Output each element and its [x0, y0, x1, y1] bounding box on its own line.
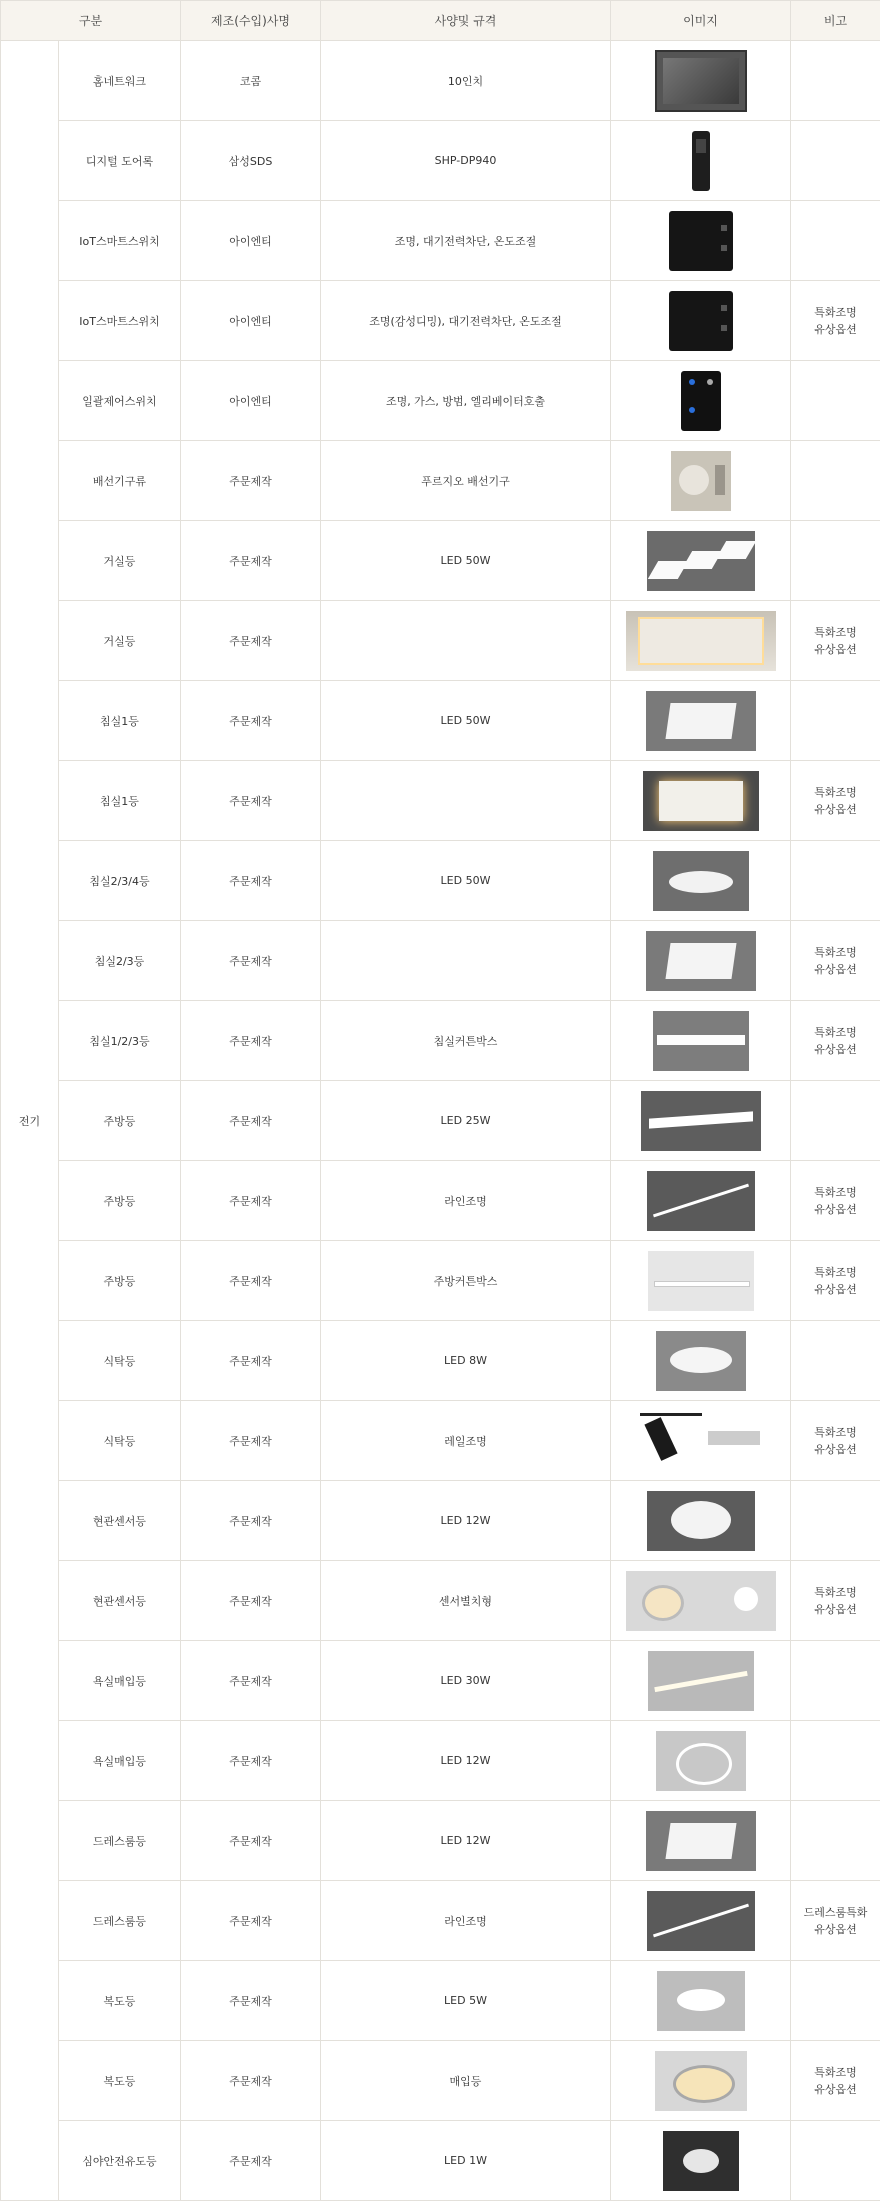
row-note: [791, 1001, 880, 1081]
row-note: [791, 681, 880, 761]
row-image: [611, 1161, 791, 1241]
switch-icon: [669, 234, 733, 247]
row-note: [791, 1721, 880, 1801]
row-maker: 주문제작: [181, 1961, 321, 2041]
note-line-1: 특화조명: [814, 306, 857, 319]
row-maker: 주문제작: [181, 1881, 321, 1961]
row-maker: 주문제작: [181, 1241, 321, 1321]
row-maker: 코콤: [181, 41, 321, 121]
row-image: [611, 1401, 791, 1481]
row-maker: 주문제작: [181, 1401, 321, 1481]
recessed-bar-light-icon: [648, 1674, 754, 1687]
table-row: [1, 601, 880, 681]
row-name: 거실등: [59, 601, 181, 681]
row-note: [791, 361, 880, 441]
note-line-1: 특화조명: [814, 1266, 857, 1279]
row-note: [791, 1641, 880, 1721]
header-category: 구분: [1, 1, 181, 41]
table-header-row: [1, 1, 880, 41]
row-maker: 주문제작: [181, 601, 321, 681]
row-image: [611, 1001, 791, 1081]
table-row: [1, 681, 880, 761]
row-spec: 10인치: [321, 41, 611, 121]
row-name: 침실2/3등: [59, 921, 181, 1001]
cove-light-icon: [626, 634, 776, 647]
row-spec: LED 1W: [321, 2121, 611, 2201]
table-row: [1, 1641, 880, 1721]
row-note: [791, 521, 880, 601]
row-maker: 주문제작: [181, 1161, 321, 1241]
row-name: 현관센서등: [59, 1481, 181, 1561]
row-note: [791, 2041, 880, 2121]
row-note: [791, 1801, 880, 1881]
round-light-icon: [656, 1354, 746, 1367]
row-image: [611, 361, 791, 441]
row-image: [611, 841, 791, 921]
row-image: [611, 1641, 791, 1721]
header-spec: 사양및 규격: [321, 1, 611, 41]
note-line-2: 유상옵션: [814, 963, 857, 976]
rail-light-icon: [638, 1434, 764, 1447]
row-spec: 조명, 가스, 방범, 엘리베이터호출: [321, 361, 611, 441]
row-maker: 아이엔티: [181, 201, 321, 281]
row-spec: SHP-DP940: [321, 121, 611, 201]
row-note: [791, 441, 880, 521]
row-image: [611, 1241, 791, 1321]
table-row: [1, 121, 880, 201]
row-maker: 주문제작: [181, 1481, 321, 1561]
table-row: [1, 841, 880, 921]
row-spec: 조명(감성디밍), 대기전력차단, 온도조절: [321, 281, 611, 361]
note-line-1: 특화조명: [814, 1186, 857, 1199]
header-image: 이미지: [611, 1, 791, 41]
row-note: [791, 281, 880, 361]
row-maker: 주문제작: [181, 1721, 321, 1801]
row-image: [611, 521, 791, 601]
note-line-1: 특화조명: [814, 1426, 857, 1439]
table-row: [1, 361, 880, 441]
row-spec: LED 50W: [321, 521, 611, 601]
row-image: [611, 41, 791, 121]
square-panel-light-icon: [646, 1834, 756, 1847]
note-line-1: 특화조명: [814, 786, 857, 799]
row-note: [791, 1881, 880, 1961]
table-row: [1, 2041, 880, 2121]
row-maker: 주문제작: [181, 921, 321, 1001]
row-note: [791, 1241, 880, 1321]
row-name: 복도등: [59, 2041, 181, 2121]
row-spec: [321, 921, 611, 1001]
note-line-2: 유상옵션: [814, 803, 857, 816]
row-spec: 침실커튼박스: [321, 1001, 611, 1081]
note-line-1: 특화조명: [814, 1026, 857, 1039]
row-name: 주방등: [59, 1241, 181, 1321]
row-note: [791, 761, 880, 841]
row-maker: 주문제작: [181, 1641, 321, 1721]
row-note: [791, 201, 880, 281]
table-row: [1, 1961, 880, 2041]
row-note: [791, 1561, 880, 1641]
row-name: 현관센서등: [59, 1561, 181, 1641]
row-maker: 주문제작: [181, 2041, 321, 2121]
row-note: [791, 841, 880, 921]
row-maker: 주문제작: [181, 1561, 321, 1641]
row-image: [611, 761, 791, 841]
row-image: [611, 1721, 791, 1801]
row-maker: 삼성SDS: [181, 121, 321, 201]
row-spec: LED 50W: [321, 841, 611, 921]
row-spec: 레일조명: [321, 1401, 611, 1481]
row-image: [611, 2121, 791, 2201]
row-name: 침실2/3/4등: [59, 841, 181, 921]
ring-light-icon: [656, 1754, 746, 1767]
table-row: [1, 2121, 880, 2201]
row-name: 욕실매입등: [59, 1641, 181, 1721]
row-spec: 푸르지오 배선기구: [321, 441, 611, 521]
downlight-icon: [657, 1994, 745, 2007]
row-maker: 주문제작: [181, 1081, 321, 1161]
row-name: 주방등: [59, 1081, 181, 1161]
row-note: [791, 1401, 880, 1481]
row-spec: LED 50W: [321, 681, 611, 761]
row-name: 디지털 도어록: [59, 121, 181, 201]
row-image: [611, 1961, 791, 2041]
row-name: IoT스마트스위치: [59, 201, 181, 281]
row-maker: 주문제작: [181, 441, 321, 521]
table-row: [1, 1161, 880, 1241]
table-row: [1, 441, 880, 521]
row-image: [611, 1881, 791, 1961]
row-spec: [321, 761, 611, 841]
glow-panel-light-icon: [643, 794, 759, 807]
row-name: 욕실매입등: [59, 1721, 181, 1801]
table-row: [1, 521, 880, 601]
master-switch-icon: [681, 394, 721, 407]
sensor-light-icon: [647, 1514, 755, 1527]
row-spec: 라인조명: [321, 1161, 611, 1241]
note-line-2: 유상옵션: [814, 1043, 857, 1056]
curtain-box-light-icon: [653, 1034, 749, 1047]
square-panel-light-icon: [646, 714, 756, 727]
row-spec: [321, 601, 611, 681]
row-name: 복도등: [59, 1961, 181, 2041]
note-line-1: 특화조명: [814, 1586, 857, 1599]
row-image: [611, 1321, 791, 1401]
table-row: [1, 1081, 880, 1161]
row-maker: 아이엔티: [181, 281, 321, 361]
row-name: 심야안전유도등: [59, 2121, 181, 2201]
row-maker: 주문제작: [181, 1321, 321, 1401]
row-note: [791, 2121, 880, 2201]
row-name: 주방등: [59, 1161, 181, 1241]
note-line-2: 유상옵션: [814, 1283, 857, 1296]
row-image: [611, 441, 791, 521]
round-ceiling-light-icon: [653, 874, 749, 887]
category-cell: 전기: [1, 41, 59, 2201]
table-row: [1, 1881, 880, 1961]
row-image: [611, 201, 791, 281]
table-row: [1, 1481, 880, 1561]
outlet-icon: [671, 474, 731, 487]
row-maker: 주문제작: [181, 761, 321, 841]
row-name: 드레스룸등: [59, 1881, 181, 1961]
row-maker: 주문제작: [181, 1801, 321, 1881]
warm-downlight-icon: [655, 2074, 747, 2087]
row-image: [611, 921, 791, 1001]
row-spec: 센서별치형: [321, 1561, 611, 1641]
row-name: IoT스마트스위치: [59, 281, 181, 361]
row-name: 일괄제어스위치: [59, 361, 181, 441]
note-line-2: 유상옵션: [814, 643, 857, 656]
note-line-2: 유상옵션: [814, 323, 857, 336]
row-image: [611, 1561, 791, 1641]
row-spec: 매입등: [321, 2041, 611, 2121]
row-spec: LED 5W: [321, 1961, 611, 2041]
table-row: [1, 1561, 880, 1641]
table-row: [1, 1801, 880, 1881]
row-name: 침실1/2/3등: [59, 1001, 181, 1081]
line-light-icon: [647, 1194, 755, 1207]
row-spec: LED 12W: [321, 1801, 611, 1881]
row-maker: 주문제작: [181, 521, 321, 601]
header-maker: 제조(수입)사명: [181, 1, 321, 41]
row-image: [611, 601, 791, 681]
row-name: 홈네트워크: [59, 41, 181, 121]
row-note: [791, 601, 880, 681]
row-note: [791, 921, 880, 1001]
row-note: [791, 1961, 880, 2041]
row-name: 침실1등: [59, 681, 181, 761]
row-spec: 조명, 대기전력차단, 온도조절: [321, 201, 611, 281]
header-note: 비고: [791, 1, 880, 41]
row-note: [791, 1081, 880, 1161]
row-maker: 주문제작: [181, 841, 321, 921]
row-image: [611, 1481, 791, 1561]
row-image: [611, 1801, 791, 1881]
light-line-icon: [648, 1274, 754, 1287]
night-guide-light-icon: [663, 2154, 739, 2167]
note-line-1: 특화조명: [814, 626, 857, 639]
row-image: [611, 281, 791, 361]
row-maker: 아이엔티: [181, 361, 321, 441]
row-note: [791, 1321, 880, 1401]
row-spec: LED 12W: [321, 1721, 611, 1801]
table-row: [1, 1401, 880, 1481]
line-light-icon: [647, 1914, 755, 1927]
switch-icon: [669, 314, 733, 327]
row-note: [791, 41, 880, 121]
row-image: [611, 2041, 791, 2121]
row-note: [791, 121, 880, 201]
table-row: [1, 921, 880, 1001]
wallpad-icon: [655, 74, 747, 87]
downlight-sensor-icon: [626, 1594, 776, 1607]
doorlock-icon: [692, 154, 710, 167]
row-name: 식탁등: [59, 1321, 181, 1401]
row-name: 드레스룸등: [59, 1801, 181, 1881]
row-spec: LED 30W: [321, 1641, 611, 1721]
note-line-2: 유상옵션: [814, 2083, 857, 2096]
table-row: [1, 1721, 880, 1801]
long-panel-light-icon: [641, 1114, 761, 1127]
note-line-1: 드레스룸특화: [804, 1906, 868, 1919]
triple-panel-light-icon: [647, 554, 755, 567]
row-image: [611, 1081, 791, 1161]
table-row: [1, 1001, 880, 1081]
row-name: 거실등: [59, 521, 181, 601]
note-line-2: 유상옵션: [814, 1923, 857, 1936]
row-name: 침실1등: [59, 761, 181, 841]
row-image: [611, 121, 791, 201]
table-row: [1, 1241, 880, 1321]
table-row: [1, 1321, 880, 1401]
note-line-1: 특화조명: [814, 2066, 857, 2079]
row-note: [791, 1481, 880, 1561]
table-row: [1, 761, 880, 841]
row-maker: 주문제작: [181, 681, 321, 761]
table-row: [1, 41, 880, 121]
note-line-1: 특화조명: [814, 946, 857, 959]
row-maker: 주문제작: [181, 2121, 321, 2201]
row-spec: LED 12W: [321, 1481, 611, 1561]
row-spec: LED 25W: [321, 1081, 611, 1161]
row-spec: LED 8W: [321, 1321, 611, 1401]
row-note: [791, 1161, 880, 1241]
row-spec: 라인조명: [321, 1881, 611, 1961]
note-line-2: 유상옵션: [814, 1443, 857, 1456]
note-line-2: 유상옵션: [814, 1203, 857, 1216]
table-row: [1, 201, 880, 281]
table-row: [1, 281, 880, 361]
row-name: 식탁등: [59, 1401, 181, 1481]
row-spec: 주방커튼박스: [321, 1241, 611, 1321]
note-line-2: 유상옵션: [814, 1603, 857, 1616]
row-name: 배선기구류: [59, 441, 181, 521]
row-maker: 주문제작: [181, 1001, 321, 1081]
row-image: [611, 681, 791, 761]
square-panel-light-icon: [646, 954, 756, 967]
